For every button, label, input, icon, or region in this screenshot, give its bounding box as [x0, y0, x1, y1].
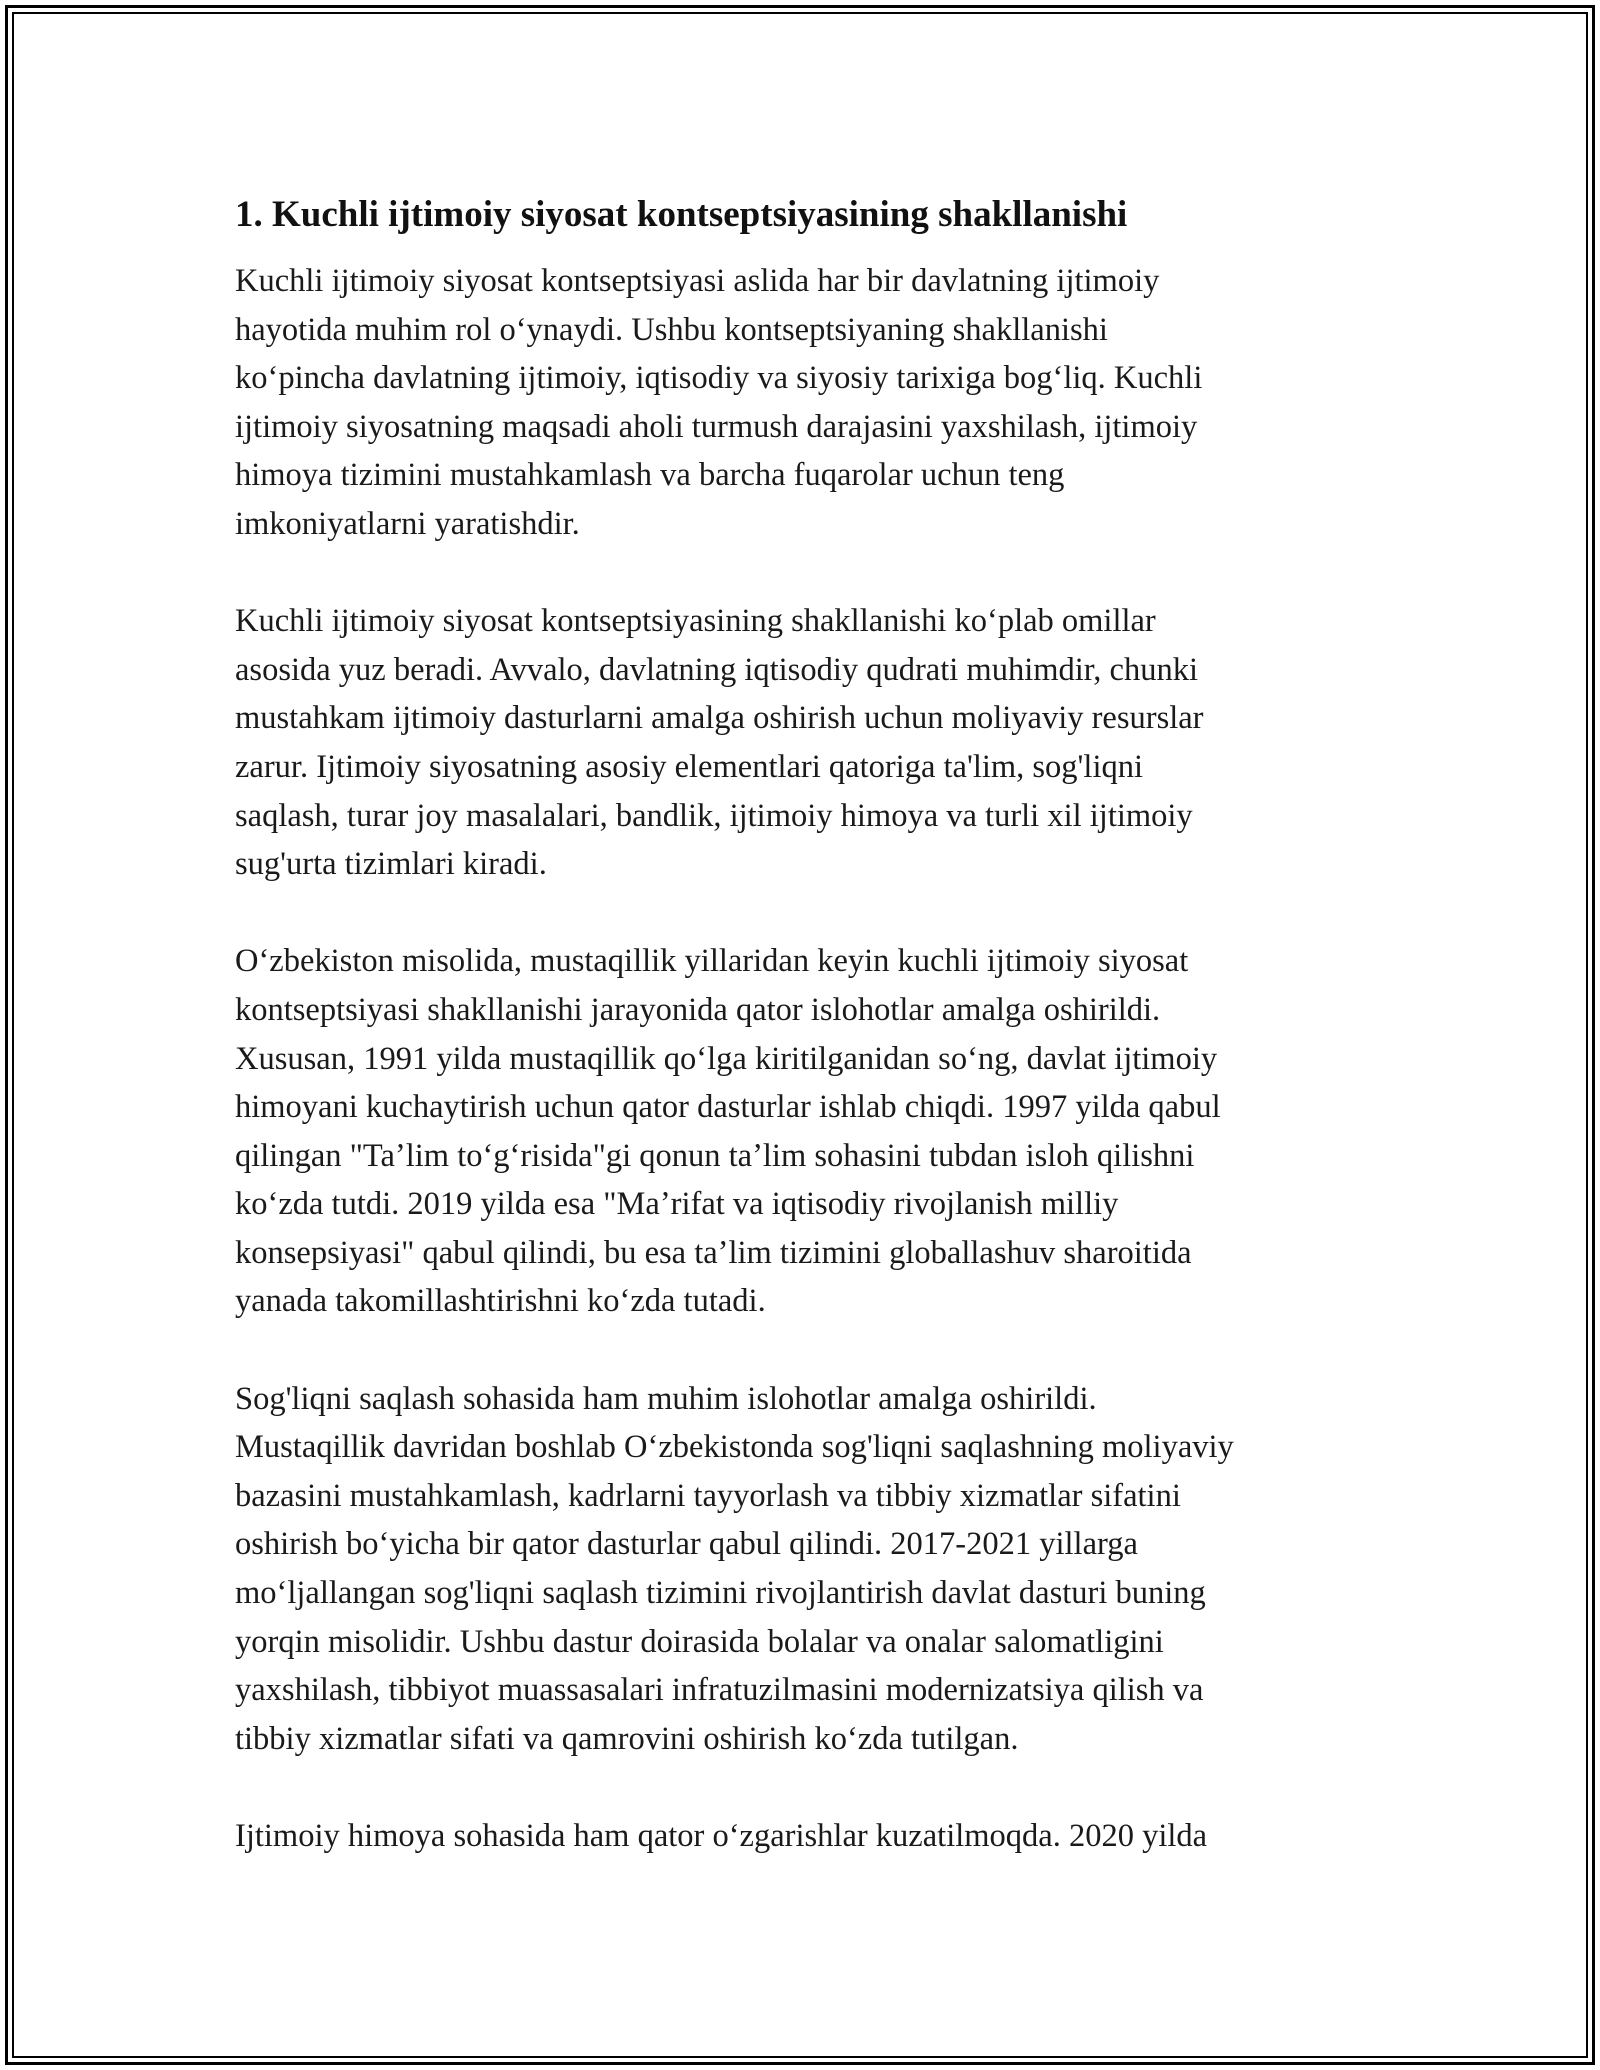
text-line: himoya tizimini mustahkamlash va barcha fuqarolar uchun teng	[235, 457, 1065, 494]
paragraph-2	[235, 597, 1385, 889]
text-line: koʻpincha davlatning ijtimoiy, iqtisodiy va siyosiy tarixiga bogʻliq. Kuchli	[235, 360, 1203, 397]
text-line: oshirish boʻyicha bir qator dasturlar qabul qilindi. 2017-2021 yillarga	[235, 1526, 1138, 1563]
text-line: sug'urta tizimlari kiradi.	[235, 846, 547, 883]
paragraph-5	[235, 1812, 1385, 1861]
text-line: yorqin misolidir. Ushbu dastur doirasida bolalar va onalar salomatligini	[235, 1623, 1164, 1660]
text-line: imkoniyatlarni yaratishdir.	[235, 505, 580, 542]
text-line: konsepsiyasi" qabul qilindi, bu esa taʼlim tizimini globallashuv sharoitida	[235, 1234, 1192, 1271]
text-line: Kuchli ijtimoiy siyosat kontseptsiyasining shakllanishi koʻplab omillar	[235, 603, 1156, 640]
text-line: yaxshilash, tibbiyot muassasalari infratuzilmasini modernizatsiya qilish va	[235, 1672, 1204, 1709]
text-line: moʻljallangan sog'liqni saqlash tizimini rivojlantirish davlat dasturi buning	[235, 1575, 1206, 1612]
document-body	[235, 185, 1385, 1909]
text-line: hayotida muhim rol oʻynaydi. Ushbu kontseptsiyaning shakllanishi	[235, 311, 1108, 348]
paragraph-4	[235, 1375, 1385, 1764]
text-line: koʻzda tutdi. 2019 yilda esa "Maʼrifat va iqtisodiy rivojlanish milliy	[235, 1186, 1119, 1223]
text-line: qilingan "Taʼlim toʻgʻrisida"gi qonun taʼlim sohasini tubdan isloh qilishni	[235, 1137, 1195, 1174]
text-line: Mustaqillik davridan boshlab Oʻzbekistonda sog'liqni saqlashning moliyaviy	[235, 1429, 1234, 1466]
text-line: Sog'liqni saqlash sohasida ham muhim islohotlar amalga oshirildi.	[235, 1380, 1097, 1417]
text-line: tibbiy xizmatlar sifati va qamrovini oshirish koʻzda tutilgan.	[235, 1720, 1019, 1757]
text-line: asosida yuz beradi. Avvalo, davlatning iqtisodiy qudrati muhimdir, chunki	[235, 651, 1199, 688]
paragraph-1	[235, 257, 1385, 549]
section-heading: 1. Kuchli ijtimoiy siyosat kontseptsiyasining shakllanishi	[235, 194, 1128, 235]
paragraph-3	[235, 937, 1385, 1326]
text-line: zarur. Ijtimoiy siyosatning asosiy elementlari qatoriga ta'lim, sog'liqni	[235, 748, 1144, 785]
text-line: ijtimoiy siyosatning maqsadi aholi turmush darajasini yaxshilash, ijtimoiy	[235, 408, 1198, 445]
text-line: saqlash, turar joy masalalari, bandlik, ijtimoiy himoya va turli xil ijtimoiy	[235, 797, 1193, 834]
text-line: bazasini mustahkamlash, kadrlarni tayyorlash va tibbiy xizmatlar sifatini	[235, 1477, 1181, 1514]
text-line: kontseptsiyasi shakllanishi jarayonida qator islohotlar amalga oshirildi.	[235, 991, 1161, 1028]
text-line: yanada takomillashtirishni koʻzda tutadi.	[235, 1283, 766, 1320]
text-line: Kuchli ijtimoiy siyosat kontseptsiyasi aslida har bir davlatning ijtimoiy	[235, 263, 1160, 299]
text-line: mustahkam ijtimoiy dasturlarni amalga oshirish uchun moliyaviy resurslar	[235, 700, 1204, 737]
text-line: Xususan, 1991 yilda mustaqillik qoʻlga kiritilganidan soʻng, davlat ijtimoiy	[235, 1040, 1218, 1077]
text-line: himoyani kuchaytirish uchun qator dasturlar ishlab chiqdi. 1997 yilda qabul	[235, 1089, 1221, 1126]
text-line: Ijtimoiy himoya sohasida ham qator oʻzgarishlar kuzatilmoqda. 2020 yilda	[235, 1818, 1208, 1854]
text-line: Oʻzbekiston misolida, mustaqillik yillaridan keyin kuchli ijtimoiy siyosat	[235, 943, 1189, 980]
